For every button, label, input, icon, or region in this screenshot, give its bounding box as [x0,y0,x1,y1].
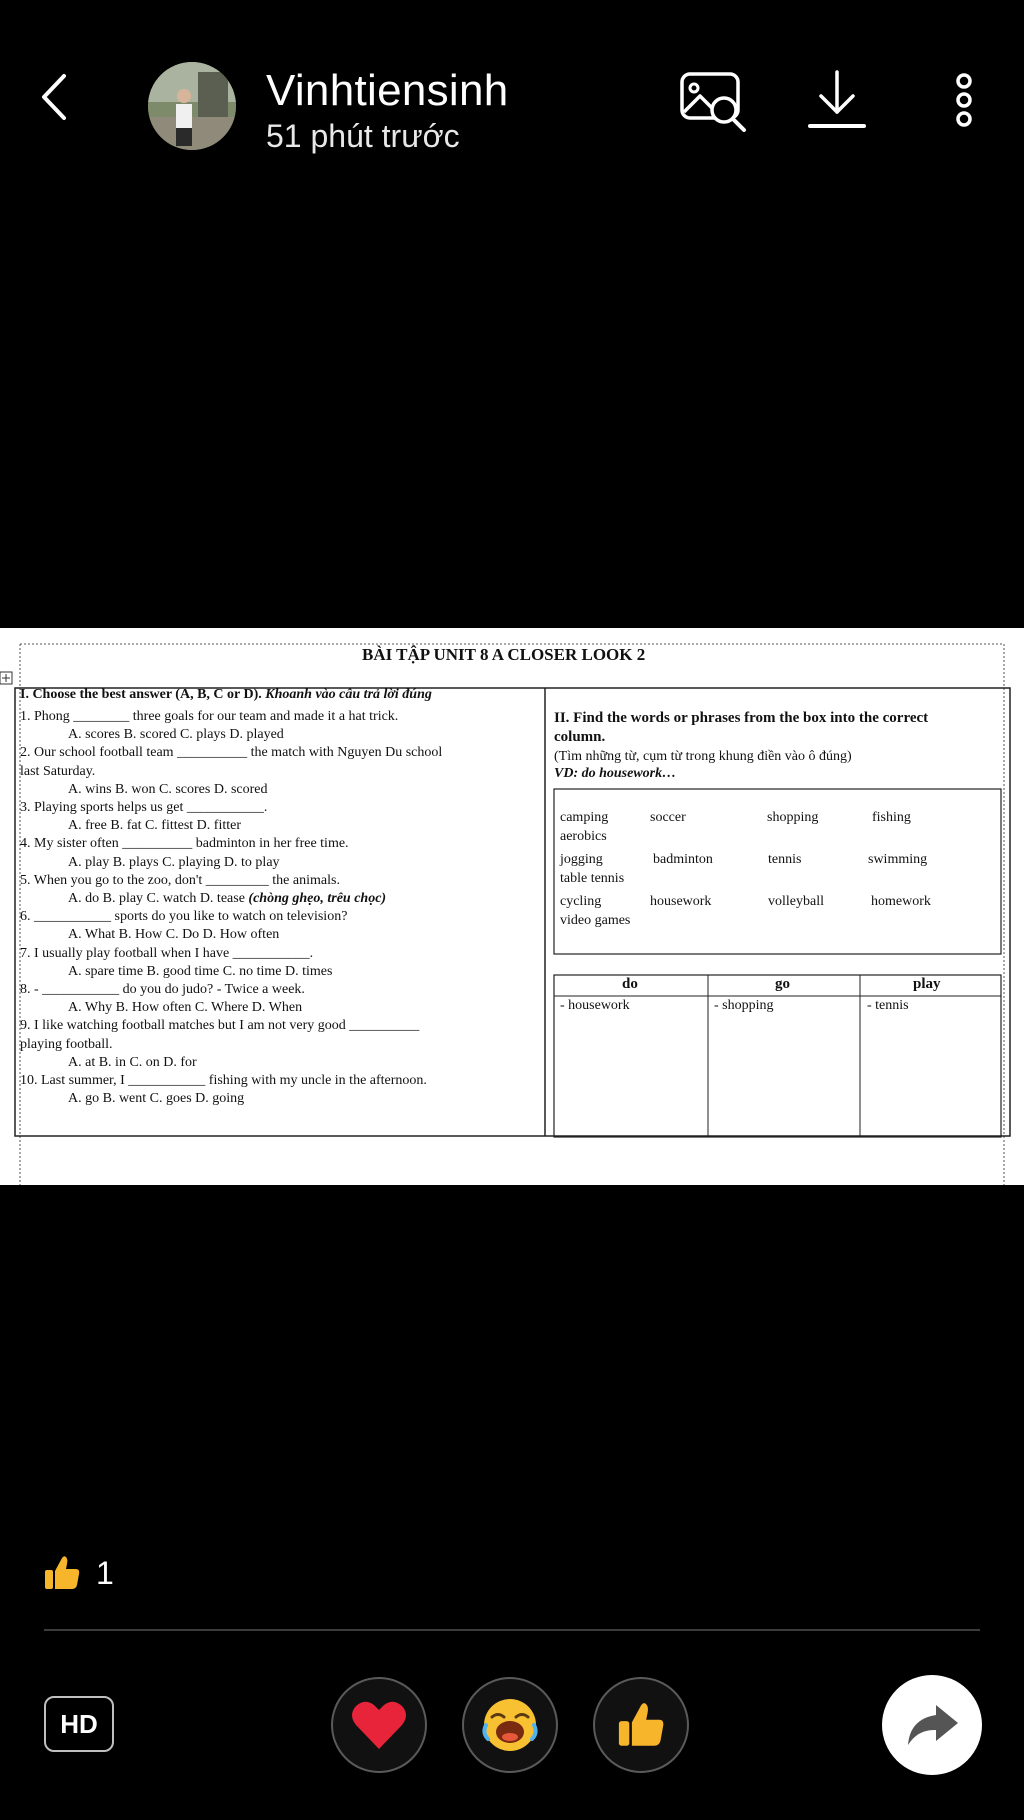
column-header-play: play [913,976,941,992]
section1-heading-note: Khoanh vào câu trả lời đúng [265,687,432,702]
word-item: table tennis [560,871,625,886]
back-button[interactable] [36,72,76,122]
like-summary[interactable] [42,1550,114,1596]
word-item: camping [560,810,609,825]
answer-line: A. wins B. won C. scores D. scored [68,781,268,797]
answer-line: A. play B. plays C. playing D. to play [68,854,280,870]
word-item: video games [560,913,631,928]
section1-heading-text: I. Choose the best answer (A, B, C or D). [20,687,262,702]
answer-line: A. at B. in C. on D. for [68,1054,197,1070]
answer-cell-do: - housework [560,998,630,1013]
answer-cell-go: - shopping [714,998,774,1013]
word-item: aerobics [560,829,607,844]
answer-line: A. go B. went C. goes D. going [68,1091,245,1107]
hd-toggle-button[interactable]: HD [44,1696,114,1752]
word-item: homework [871,894,931,909]
share-button[interactable] [882,1675,982,1775]
post-photo[interactable] [0,628,1024,1185]
post-time: 51 phút trước [266,118,460,154]
section1-heading [20,687,432,703]
answer-line: A. What B. How C. Do D. How often [68,927,280,943]
laughing-emoji-icon [480,1695,540,1755]
answer-line: A. scores B. scored C. plays D. played [68,727,284,743]
answer-line [20,890,540,908]
more-button[interactable] [950,72,978,133]
divider [44,1629,980,1631]
word-item: fishing [872,810,911,825]
section1-questions [20,708,540,1108]
question-line: 5. When you go to the zoo, don't _________ the animals. [20,872,340,888]
column-header-do: do [622,976,638,992]
question-line: 8. - ___________ do you do judo? - Twice a week. [20,982,305,998]
section2-note: (Tìm những từ, cụm từ trong khung điền vào ô đúng) [554,749,852,764]
avatar-photo [148,62,236,150]
answer-line: A. spare time B. good time C. no time D. times [68,963,333,979]
worksheet-title: BÀI TẬP UNIT 8 A CLOSER LOOK 2 [362,645,646,664]
word-item: housework [650,894,712,909]
reaction-heart-button[interactable] [331,1677,427,1773]
reaction-laugh-button[interactable] [462,1677,558,1773]
thumbs-up-icon [42,1553,82,1593]
heart-icon [350,1699,408,1751]
question-line: 10. Last summer, I ___________ fishing with my uncle in the afternoon. [20,1073,427,1089]
answer-cell-play: - tennis [867,998,909,1013]
chevron-left-icon [36,72,76,122]
word-item: badminton [653,852,713,867]
question-line: 2. Our school football team __________ the match with Nguyen Du school [20,745,443,761]
like-count: 1 [96,1554,114,1591]
more-vertical-icon [950,72,978,128]
word-item: swimming [868,852,928,867]
question-line: 7. I usually play football when I have ___________. [20,945,314,961]
word-item: shopping [767,810,819,825]
answer-line: A. free B. fat C. fittest D. fitter [68,818,242,834]
question-line: 4. My sister often __________ badminton in her free time. [20,836,349,852]
section2-example: VD: do housework… [554,766,677,781]
avatar[interactable] [148,62,236,150]
column-header-go: go [775,976,790,992]
word-item: tennis [768,852,802,867]
q5-note: (chòng ghẹo, trêu chọc) [248,891,387,907]
question-line: playing football. [20,1036,113,1052]
word-item: jogging [560,852,603,867]
download-icon [806,68,868,132]
question-line: 9. I like watching football matches but I am not very good __________ [20,1018,420,1034]
user-name[interactable]: Vinhtiensinh [266,66,509,115]
image-search-icon [678,68,750,136]
question-line: 1. Phong ________ three goals for our team and made it a hat trick. [20,709,399,724]
reaction-like-button[interactable] [593,1677,689,1773]
header-bar [0,0,1024,180]
question-line: 3. Playing sports helps us get ___________. [20,800,268,816]
question-line: last Saturday. [20,763,96,779]
word-item: volleyball [768,894,824,909]
thumbs-up-icon [615,1699,667,1751]
answer-line: A. Why B. How often C. Where D. When [68,1000,303,1016]
section2-heading-2: column. [554,729,606,745]
section2-heading-1: II. Find the words or phrases from the box into the correct [554,710,929,726]
answer-text: A. do B. play C. watch D. tease [68,891,245,907]
image-search-button[interactable] [678,68,750,141]
share-arrow-icon [904,1703,960,1747]
download-button[interactable] [806,68,868,137]
word-item: soccer [650,810,686,825]
question-line: 6. ___________ sports do you like to watch on television? [20,909,348,925]
word-item: cycling [560,894,602,909]
